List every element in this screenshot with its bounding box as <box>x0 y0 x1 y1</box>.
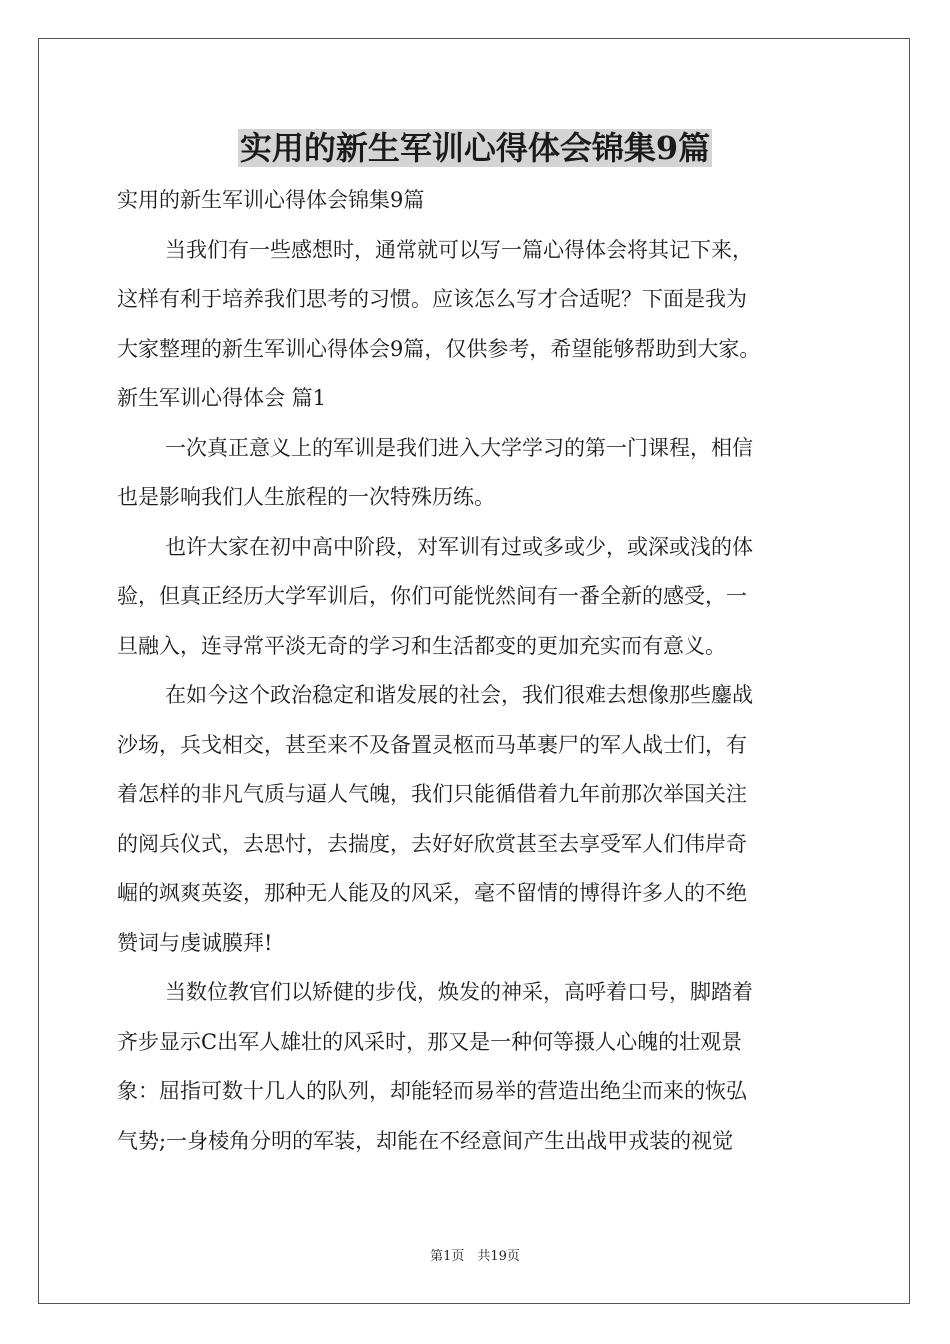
body-line: 也许大家在初中高中阶段，对军训有过或多或少，或深或浅的体 <box>165 534 753 559</box>
body-line: 也是影响我们人生旅程的一次特殊历练。 <box>117 485 495 509</box>
body-line: 一次真正意义上的军训是我们进入大学学习的第一门课程，相信 <box>165 435 753 460</box>
page-footer <box>0 1248 950 1266</box>
body-line: 着怎样的非凡气质与逼人气魄，我们只能循借着九年前那次举国关注 <box>117 782 747 806</box>
body-line: 旦融入，连寻常平淡无奇的学习和生活都变的更加充实而有意义。 <box>117 633 726 658</box>
body-line: 当我们有一些感想时，通常就可以写一篇心得体会将其记下来， <box>165 237 753 262</box>
body-line: 崛的飒爽英姿，那种无人能及的风采，毫不留情的博得许多人的不绝 <box>117 881 747 905</box>
document-title <box>0 126 950 170</box>
body-line: 气势;一身棱角分明的军装，却能在不经意间产生出战甲戎装的视觉 <box>117 1128 734 1153</box>
body-line: 这样有利于培养我们思考的习惯。应该怎么写才合适呢？下面是我为 <box>117 287 747 311</box>
page-number: 第1页 共19页 <box>430 1249 520 1264</box>
body-line: 齐步显示C出军人雄壮的风采时，那又是一种何等摄人心魄的壮观景 <box>117 1029 743 1054</box>
document-title-text: 实用的新生军训心得体会锦集9篇 <box>239 129 711 167</box>
body-line: 沙场，兵戈相交，甚至来不及备置灵柩而马革裹尸的军人战士们，有 <box>117 732 747 757</box>
body-line: 验，但真正经历大学军训后，你们可能恍然间有一番全新的感受，一 <box>117 584 747 608</box>
body-line: 当数位教官们以矫健的步伐，焕发的神采，高呼着口号，脚踏着 <box>165 980 753 1004</box>
body-line: 的阅兵仪式，去思忖，去揣度，去好好欣赏甚至去享受军人们伟岸奇 <box>117 831 747 856</box>
body-line: 实用的新生军训心得体会锦集9篇 <box>117 188 425 212</box>
body-line: 大家整理的新生军训心得体会9篇，仅供参考，希望能够帮助到大家。 <box>117 336 761 361</box>
body-line: 在如今这个政治稳定和谐发展的社会，我们很难去想像那些鏖战 <box>165 683 753 707</box>
section-heading: 新生军训心得体会 篇1 <box>117 386 327 410</box>
body-line: 赞词与虔诚膜拜! <box>117 930 273 955</box>
body-line: 象：屈指可数十几人的队列，却能轻而易举的营造出绝尘而来的恢弘 <box>117 1079 747 1103</box>
document-body <box>117 176 833 1166</box>
